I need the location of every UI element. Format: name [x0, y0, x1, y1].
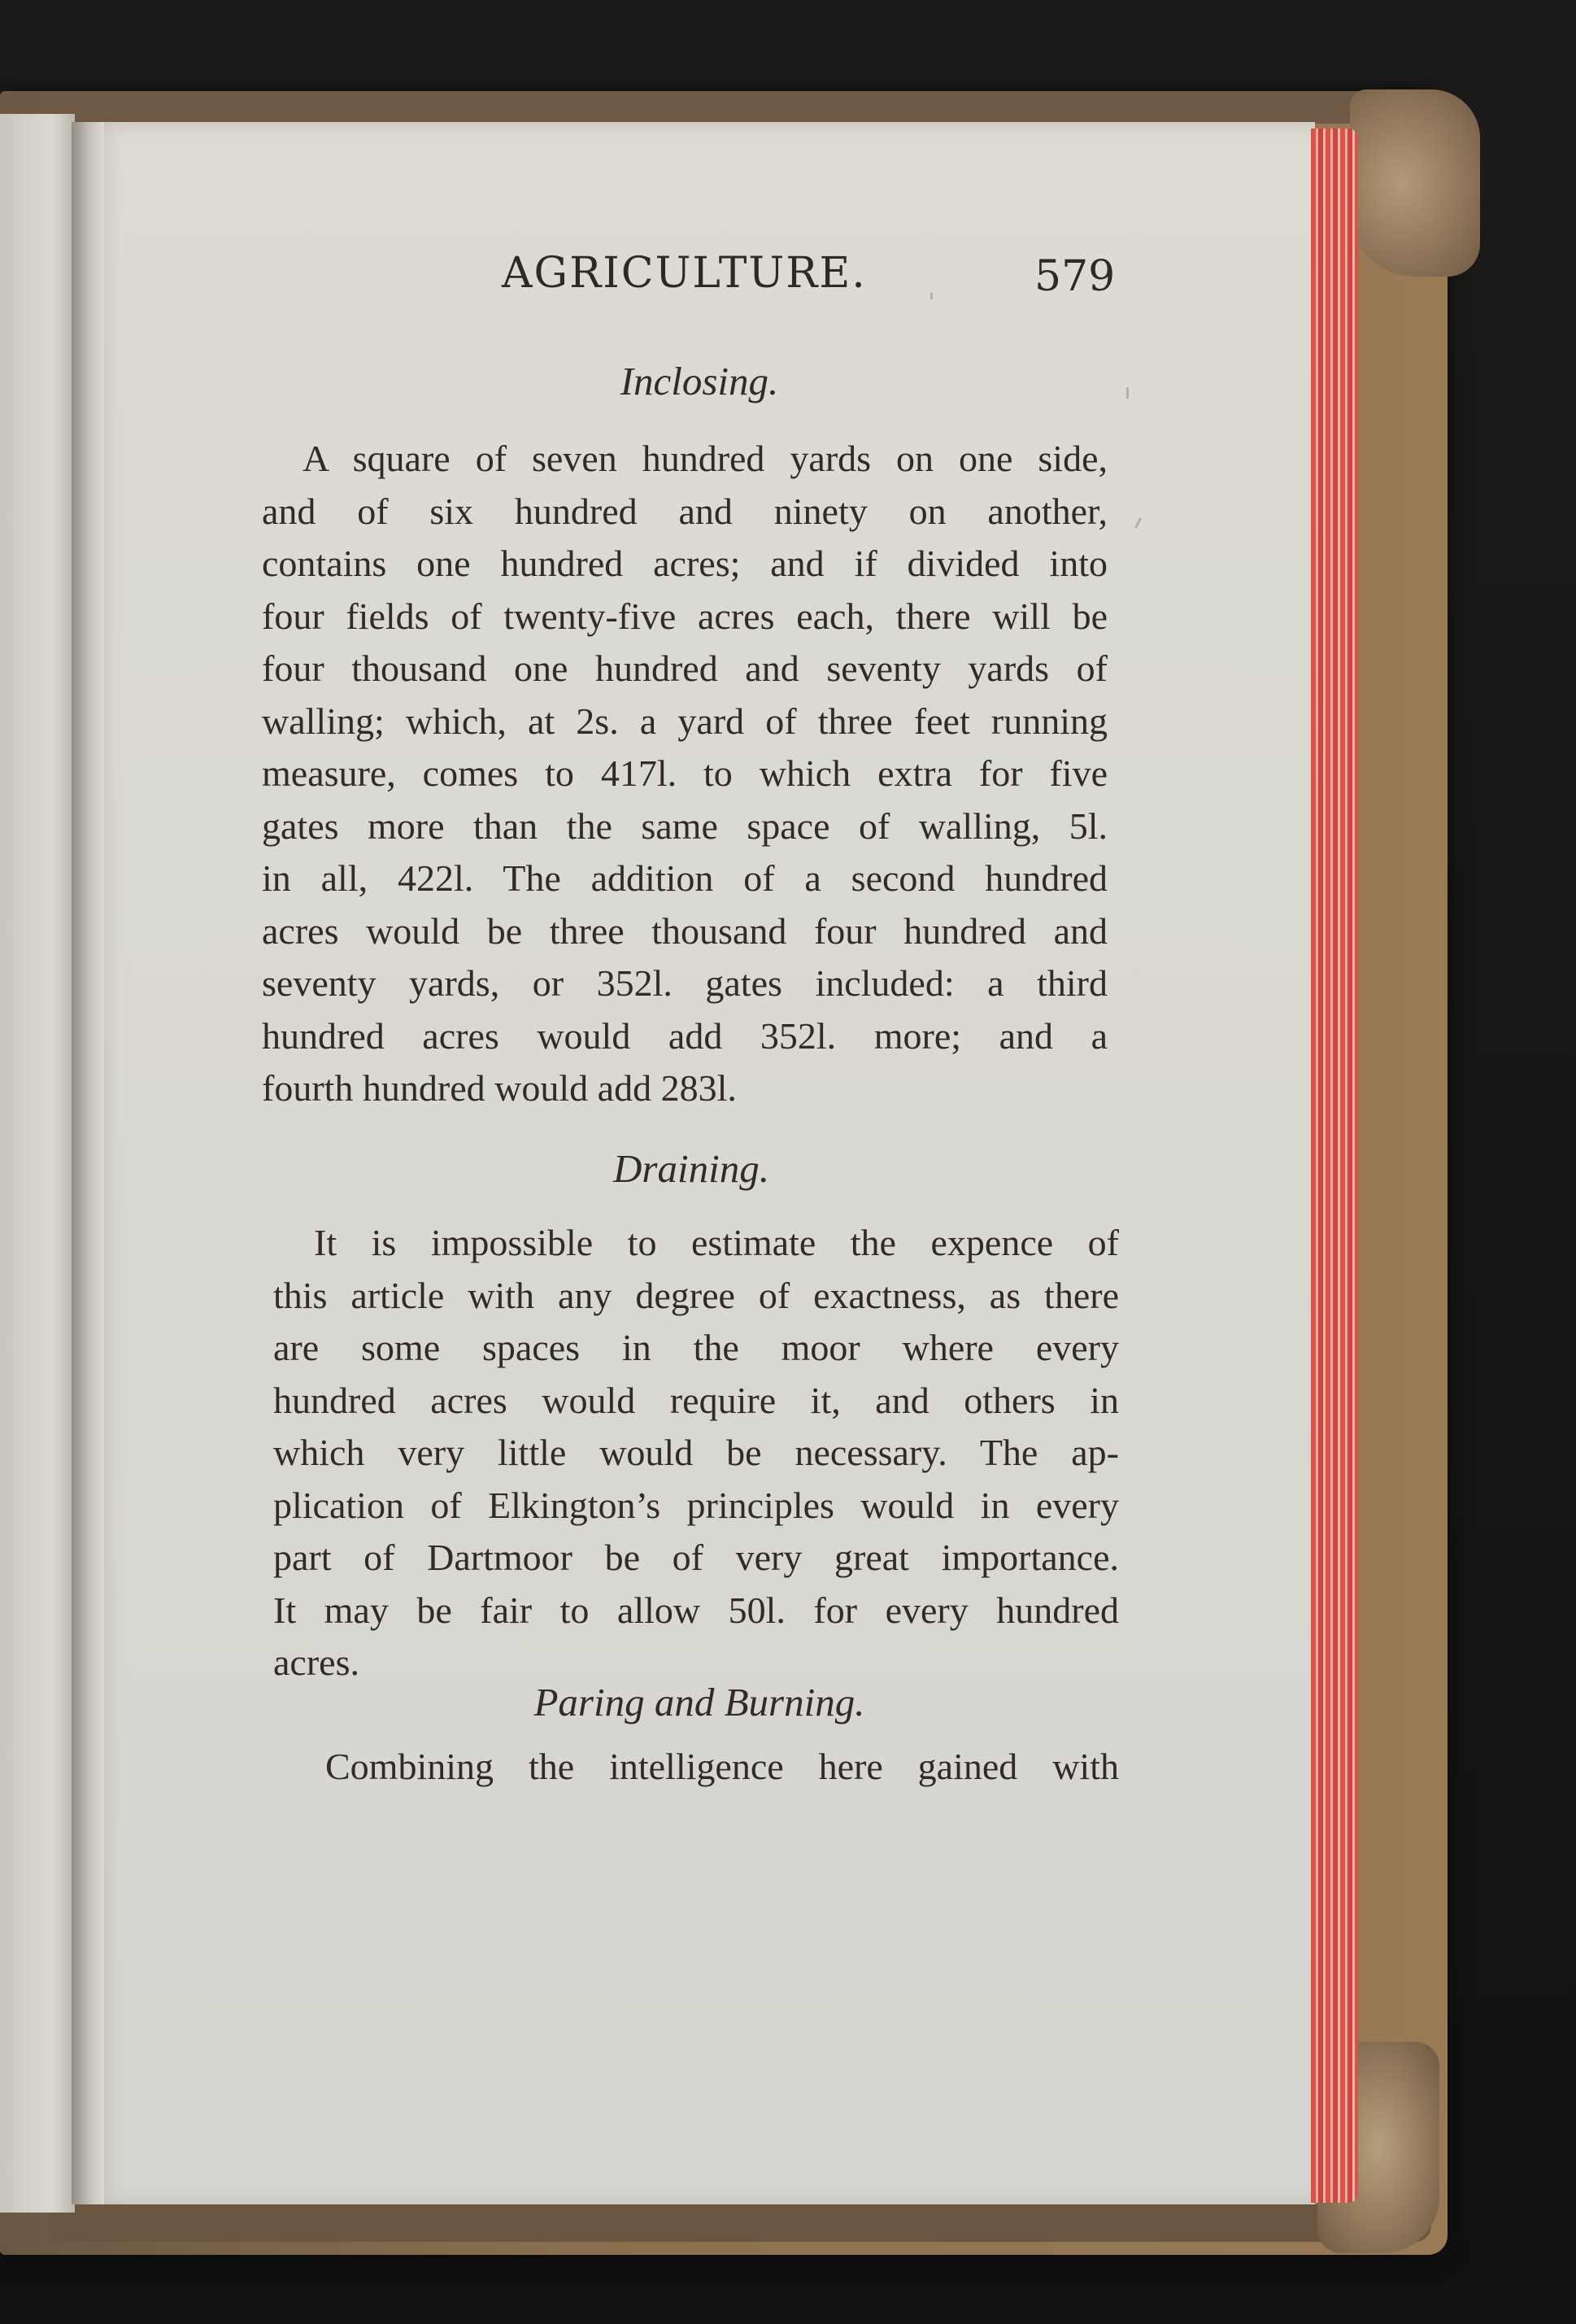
page-number: 579	[1034, 252, 1116, 301]
text-line: acres would be three thousand four hundred and	[262, 909, 1108, 952]
text-line: acres.	[273, 1642, 359, 1683]
text-line: this article with any degree of exactness, as there	[273, 1274, 1119, 1316]
paragraph-inclosing	[262, 433, 1108, 1115]
text-line: measure, comes to 417l. to which extra for five	[262, 752, 1108, 794]
text-line: part of Dartmoor be of very great importance.	[273, 1537, 1119, 1578]
text-line: four fields of twenty-five acres each, there will be	[262, 595, 1108, 637]
text-line: It may be fair to allow 50l. for every hundred	[273, 1589, 1119, 1631]
text-line: walling; which, at 2s. a yard of three feet running	[262, 700, 1108, 742]
section-heading-draining: Draining.	[613, 1146, 769, 1191]
text-line: A square of seven hundred yards on one side,	[303, 438, 1108, 479]
text-line: fourth hundred would add 283l.	[262, 1067, 737, 1109]
page-header	[0, 249, 1576, 314]
text-line: hundred acres would add 352l. more; and a	[262, 1014, 1108, 1057]
text-line: and of six hundred and ninety on another,	[262, 490, 1108, 532]
paragraph-paring	[325, 1741, 1119, 1794]
paragraph-draining	[273, 1217, 1119, 1690]
text-line: gates more than the same space of walling, 5l.	[262, 804, 1108, 847]
text-line: which very little would be necessary. The ap-	[273, 1432, 1119, 1473]
text-line: are some spaces in the moor where every	[273, 1327, 1119, 1368]
running-head: AGRICULTURE.	[502, 249, 867, 298]
text-line: contains one hundred acres; and if divided into	[262, 543, 1108, 584]
text-line: seventy yards, or 352l. gates included: a third	[262, 962, 1108, 1004]
section-heading-paring: Paring and Burning.	[533, 1680, 865, 1724]
text-line: Combining the intelligence here gained with	[325, 1746, 1119, 1787]
cover-top-edge	[49, 91, 1448, 124]
cover-bottom-edge	[49, 2204, 1431, 2242]
text-line: four thousand one hundred and seventy yards of	[262, 647, 1108, 689]
text-line: plication of Elkington’s principles would in every	[273, 1484, 1119, 1526]
section-heading-inclosing: Inclosing.	[620, 359, 779, 403]
text-line: It is impossible to estimate the expence of	[314, 1222, 1119, 1263]
text-line: in all, 422l. The addition of a second hundred	[262, 857, 1108, 899]
text-line: hundred acres would require it, and others in	[273, 1379, 1119, 1421]
